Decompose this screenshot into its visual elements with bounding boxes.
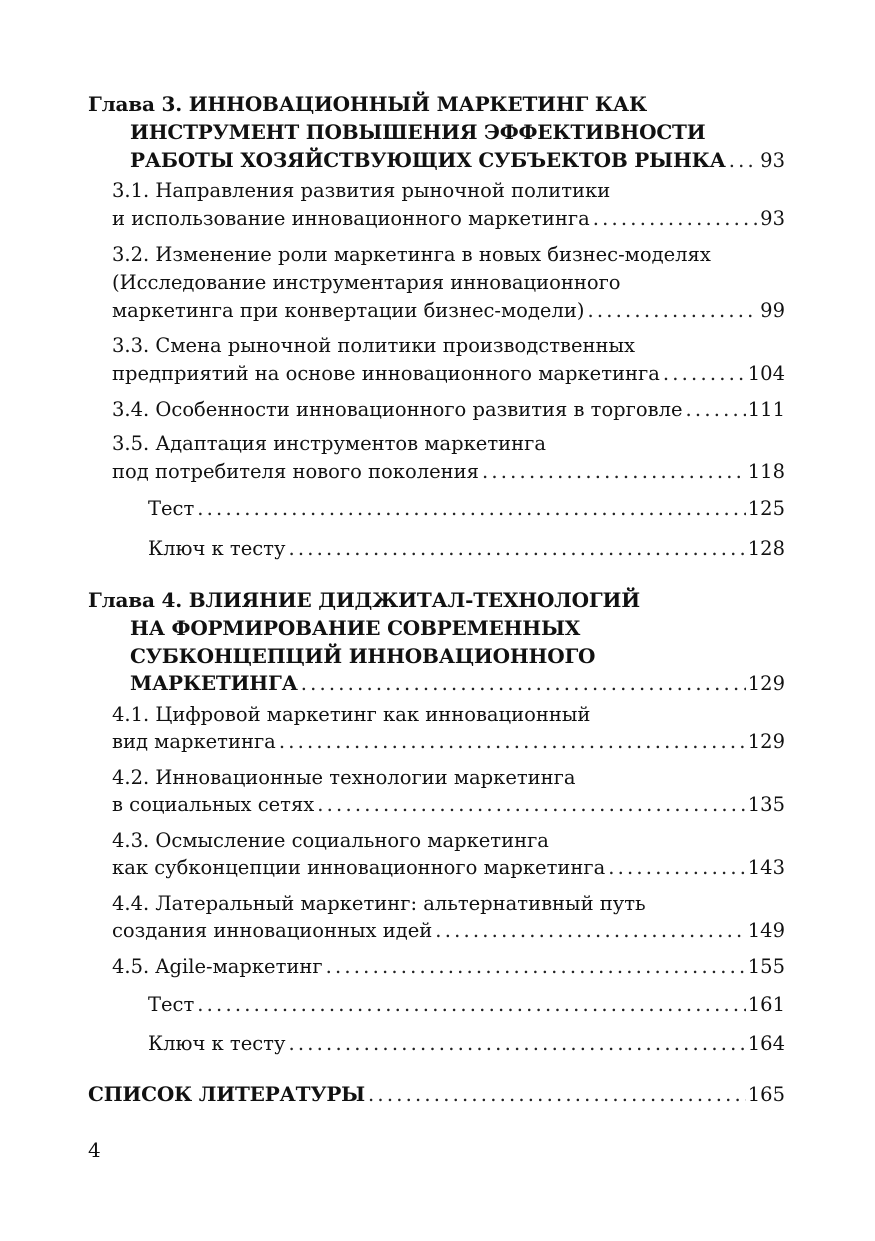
ch3-s3-page: 104 — [747, 362, 785, 385]
ch3-leader — [729, 147, 758, 175]
ch4-s1-line2 — [112, 728, 785, 756]
ch4-title-line1: ВЛИЯНИЕ ДИДЖИТАЛ-ТЕХНОЛОГИЙ — [188, 588, 640, 612]
ch4-s4-line2 — [112, 917, 785, 945]
ch4-s1-line1 — [112, 701, 785, 729]
ch3-key-line — [148, 535, 785, 563]
ch4-page: 129 — [747, 672, 785, 695]
ch3-s2-page: 99 — [760, 299, 785, 322]
ch4-s4-title: 4.4. Латеральный маркетинг: альтернативный путь — [112, 892, 646, 915]
ch4-s2-line2 — [112, 791, 785, 819]
ch3-title-line1: ИННОВАЦИОННЫЙ МАРКЕТИНГ КАК — [188, 92, 647, 116]
ch4-s5-leader — [326, 953, 746, 981]
ch4-s1-title: 4.1. Цифровой маркетинг как инновационный — [112, 703, 591, 726]
ch4-test-line — [148, 991, 785, 1019]
ch4-s3-line1 — [112, 827, 785, 855]
ch3-heading-line2 — [130, 118, 785, 146]
ch3-key-label: Ключ к тесту — [148, 537, 286, 560]
ch4-heading-line2 — [130, 614, 785, 642]
ch4-s5-page: 155 — [747, 955, 785, 978]
ch4-key-leader — [288, 1030, 745, 1058]
ch4-test-leader — [197, 991, 746, 1019]
ch4-test-label: Тест — [148, 993, 195, 1016]
ch3-s1-line1 — [112, 177, 785, 205]
ch4-s4-page: 149 — [747, 919, 785, 942]
ch3-page: 93 — [760, 149, 785, 172]
ch4-s2-page: 135 — [747, 793, 785, 816]
ch4-s3-leader — [608, 854, 746, 882]
ch4-s3-title-cont: как субконцепции инновационного маркетинга — [112, 856, 606, 879]
ch4-s1-leader — [279, 728, 746, 756]
ch4-test-page: 161 — [747, 993, 785, 1016]
ch4-title-line3: СУБКОНЦЕПЦИЙ ИННОВАЦИОННОГО — [130, 644, 596, 668]
references-leader — [368, 1081, 746, 1109]
ch4-s5-title: 4.5. Agile-маркетинг — [112, 955, 323, 978]
ch4-title-line2: НА ФОРМИРОВАНИЕ СОВРЕМЕННЫХ — [130, 616, 581, 640]
references-label: СПИСОК ЛИТЕРАТУРЫ — [88, 1082, 366, 1106]
ch3-test-leader — [197, 495, 746, 523]
page-number: 4 — [88, 1138, 101, 1162]
ch4-label: Глава 4. — [88, 588, 182, 612]
ch3-s2-line2 — [112, 269, 785, 297]
ch3-s2-line3 — [112, 297, 785, 325]
ch3-s5-line2 — [112, 458, 785, 486]
ch4-s2-title: 4.2. Инновационные технологии маркетинга — [112, 766, 576, 789]
ch3-test-label: Тест — [148, 497, 195, 520]
ch3-s3-line1 — [112, 332, 785, 360]
ch4-s4-line1 — [112, 890, 785, 918]
ch3-s3-leader — [663, 360, 746, 388]
ch4-s2-title-cont: в социальных сетях — [112, 793, 315, 816]
ch3-s2-title-cont2: маркетинга при конвертации бизнес-модели) — [112, 299, 585, 322]
ch3-s1-title: 3.1. Направления развития рыночной политики — [112, 179, 611, 202]
ch3-s5-line1 — [112, 430, 785, 458]
ch3-s4-leader — [686, 396, 746, 424]
ch4-s2-line1 — [112, 764, 785, 792]
references-page: 165 — [747, 1083, 785, 1106]
ch4-s5-line1 — [112, 953, 785, 981]
ch3-s3-title-cont: предприятий на основе инновационного маркетинга — [112, 362, 660, 385]
ch4-heading-line3 — [130, 642, 785, 670]
ch4-s1-title-cont: вид маркетинга — [112, 730, 276, 753]
ch3-s1-leader — [593, 205, 758, 233]
ch4-s4-leader — [435, 917, 745, 945]
ch4-key-label: Ключ к тесту — [148, 1032, 286, 1055]
ch3-s5-page: 118 — [747, 460, 785, 483]
ch3-test-page: 125 — [747, 497, 785, 520]
references-line — [88, 1080, 785, 1108]
ch3-s5-title-cont: под потребителя нового поколения — [112, 460, 479, 483]
ch3-s3-line2 — [112, 360, 785, 388]
ch4-s3-page: 143 — [747, 856, 785, 879]
ch3-title-line2: ИНСТРУМЕНТ ПОВЫШЕНИЯ ЭФФЕКТИВНОСТИ — [130, 120, 706, 144]
ch4-s4-title-cont: создания инновационных идей — [112, 919, 433, 942]
ch4-s1-page: 129 — [747, 730, 785, 753]
ch3-s4-title: 3.4. Особенности инновационного развития в торговле — [112, 398, 683, 421]
ch3-test-line — [148, 495, 785, 523]
ch3-s2-leader — [587, 297, 758, 325]
ch4-s3-line2 — [112, 854, 785, 882]
ch4-heading-line4 — [130, 669, 785, 697]
ch3-s4-line1 — [112, 396, 785, 424]
ch3-s1-page: 93 — [760, 207, 785, 230]
ch3-s5-title: 3.5. Адаптация инструментов маркетинга — [112, 432, 546, 455]
ch4-s2-leader — [317, 791, 746, 819]
ch4-title-line4: МАРКЕТИНГА — [130, 671, 298, 695]
ch4-heading-line1 — [88, 586, 788, 614]
ch3-s1-title-cont: и использование инновационного маркетинга — [112, 207, 590, 230]
ch3-s3-title: 3.3. Смена рыночной политики производственных — [112, 334, 636, 357]
ch4-s3-title: 4.3. Осмысление социального маркетинга — [112, 829, 549, 852]
ch3-title-line3: РАБОТЫ ХОЗЯЙСТВУЮЩИХ СУБЪЕКТОВ РЫНКА — [130, 148, 726, 172]
ch3-s1-line2 — [112, 205, 785, 233]
ch3-s5-leader — [482, 458, 746, 486]
ch3-s2-line1 — [112, 241, 785, 269]
ch3-heading-line3 — [130, 146, 785, 174]
ch4-key-page: 164 — [747, 1032, 785, 1055]
ch3-key-leader — [288, 535, 745, 563]
ch3-key-page: 128 — [747, 537, 785, 560]
ch3-s2-title: 3.2. Изменение роли маркетинга в новых бизнес-моделях — [112, 243, 711, 266]
ch3-s4-page: 111 — [747, 398, 785, 421]
ch4-leader — [301, 670, 746, 698]
ch3-heading-line1 — [88, 90, 788, 118]
ch3-label: Глава 3. — [88, 92, 182, 116]
ch3-s2-title-cont: (Исследование инструментария инновационного — [112, 271, 621, 294]
ch4-key-line — [148, 1030, 785, 1058]
